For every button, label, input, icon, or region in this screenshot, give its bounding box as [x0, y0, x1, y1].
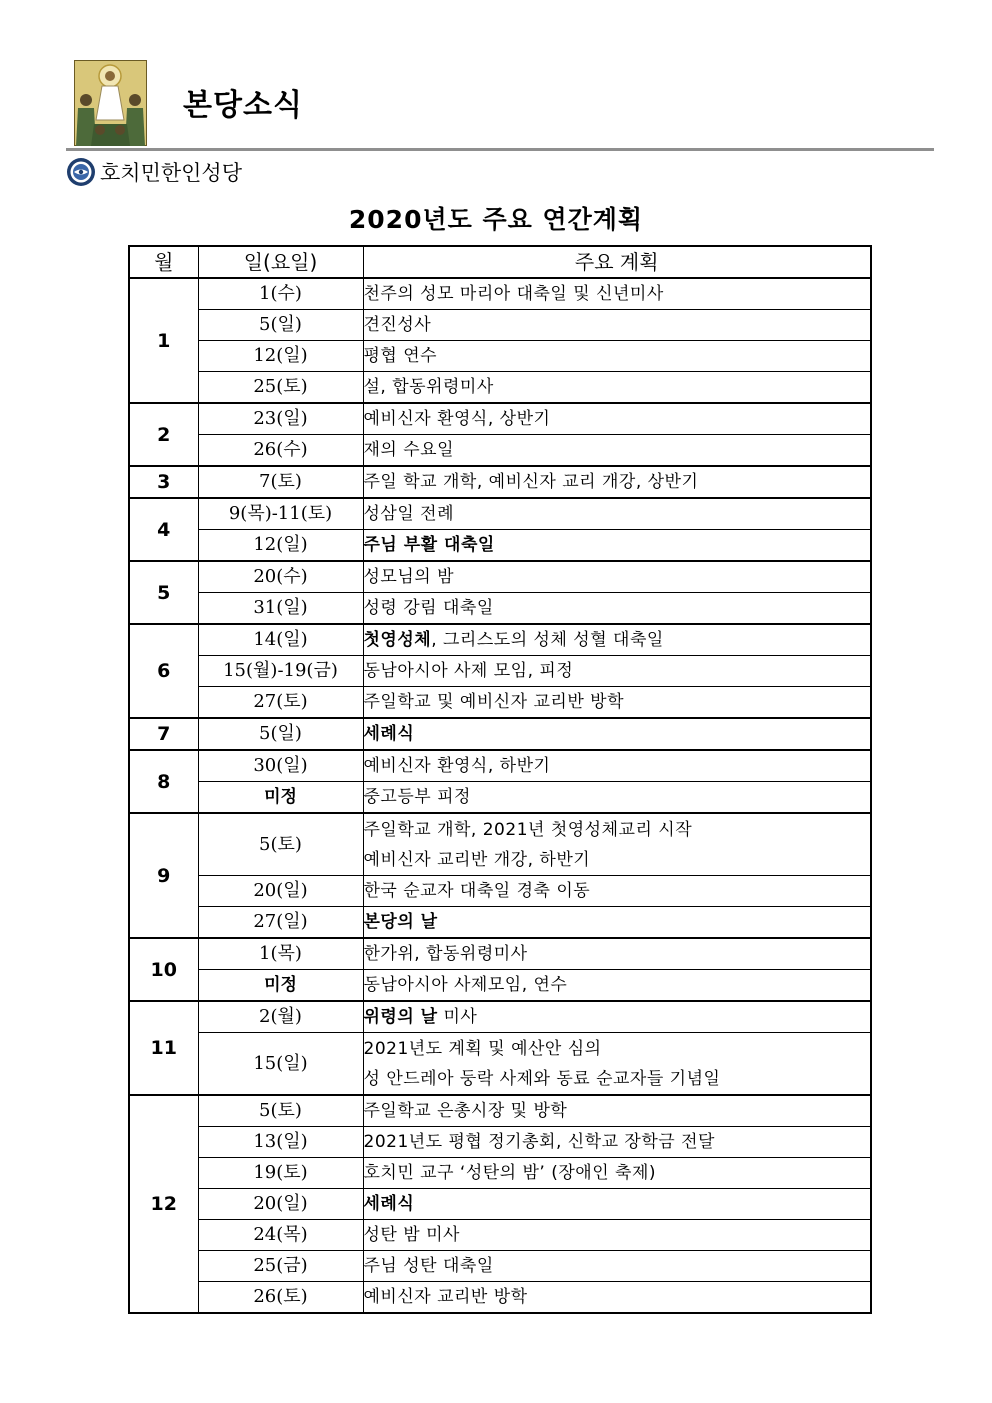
table-row — [129, 687, 871, 719]
month-cell: 1 — [129, 278, 198, 403]
month-cell: 3 — [129, 466, 198, 498]
event-cell — [363, 1001, 871, 1033]
event-cell: 견진성사 — [363, 310, 871, 341]
date-cell: 20(수) — [198, 561, 363, 593]
date-cell: 2(월) — [198, 1001, 363, 1033]
date-cell: 5(토) — [198, 813, 363, 876]
table-row — [129, 1251, 871, 1282]
date-cell: 20(일) — [198, 1189, 363, 1220]
table-row — [129, 278, 871, 310]
date-cell: 13(일) — [198, 1127, 363, 1158]
event-cell — [363, 530, 871, 562]
event-cell: 주일학교 은총시장 및 방학 — [363, 1095, 871, 1127]
table-row — [129, 435, 871, 467]
event-cell — [363, 907, 871, 939]
event-cell: 예비신자 환영식, 하반기 — [363, 750, 871, 782]
event-cell: 재의 수요일 — [363, 435, 871, 467]
document-title: 2020년도 주요 연간계획 — [348, 205, 644, 234]
date-cell: 25(토) — [198, 372, 363, 404]
table-row — [129, 372, 871, 404]
date-cell: 미정 — [198, 970, 363, 1002]
date-cell: 27(일) — [198, 907, 363, 939]
event-emphasis: 위령의 날 — [363, 1007, 438, 1027]
event-cell: 성모님의 밤 — [363, 561, 871, 593]
month-cell: 9 — [129, 813, 198, 938]
church-emblem-icon — [66, 157, 96, 187]
event-cell: 2021년도 평협 정기총회, 신학교 장학금 전달 — [363, 1127, 871, 1158]
date-cell: 14(일) — [198, 624, 363, 656]
month-cell: 4 — [129, 498, 198, 561]
date-cell: 15(일) — [198, 1033, 363, 1096]
table-row — [129, 466, 871, 498]
event-cell — [363, 624, 871, 656]
event-cell: 한가위, 합동위령미사 — [363, 938, 871, 970]
table-row — [129, 907, 871, 939]
column-header-month: 월 — [129, 246, 198, 278]
date-cell: 20(일) — [198, 876, 363, 907]
church-name: 호치민한인성당 — [100, 161, 243, 185]
event-emphasis: 첫영성체 — [363, 630, 432, 650]
event-cell: 예비신자 교리반 방학 — [363, 1282, 871, 1314]
date-cell: 27(토) — [198, 687, 363, 719]
date-cell: 23(일) — [198, 403, 363, 435]
table-row — [129, 1001, 871, 1033]
header-divider — [66, 148, 934, 151]
date-cell: 5(토) — [198, 1095, 363, 1127]
date-cell: 30(일) — [198, 750, 363, 782]
month-cell: 10 — [129, 938, 198, 1001]
event-cell — [363, 813, 871, 876]
event-cell: 동남아시아 사제모임, 연수 — [363, 970, 871, 1002]
table-row — [129, 341, 871, 372]
event-line: 예비신자 교리반 개강, 하반기 — [363, 849, 591, 870]
date-cell: 26(수) — [198, 435, 363, 467]
month-cell: 5 — [129, 561, 198, 624]
table-row — [129, 530, 871, 562]
event-cell: 평협 연수 — [363, 341, 871, 372]
table-row — [129, 782, 871, 814]
annual-plan-table — [128, 245, 872, 1314]
date-cell: 31(일) — [198, 593, 363, 625]
table-row — [129, 1095, 871, 1127]
event-cell: 한국 순교자 대축일 경축 이동 — [363, 876, 871, 907]
event-text: , 그리스도의 성체 성혈 대축일 — [431, 630, 664, 650]
table-row — [129, 561, 871, 593]
event-cell: 성탄 밤 미사 — [363, 1220, 871, 1251]
column-header-plan: 주요 계획 — [363, 246, 871, 278]
church-identity — [66, 156, 242, 188]
event-cell: 중고등부 피정 — [363, 782, 871, 814]
date-cell: 26(토) — [198, 1282, 363, 1314]
event-cell: 성삼일 전례 — [363, 498, 871, 530]
table-row — [129, 310, 871, 341]
event-line: 주일학교 개학, 2021년 첫영성체교리 시작 — [363, 819, 693, 840]
table-row — [129, 656, 871, 687]
table-row — [129, 750, 871, 782]
table-row — [129, 718, 871, 750]
event-cell — [363, 1189, 871, 1220]
table-row — [129, 1158, 871, 1189]
event-cell: 설, 합동위령미사 — [363, 372, 871, 404]
month-cell: 7 — [129, 718, 198, 750]
date-cell: 미정 — [198, 782, 363, 814]
date-cell: 1(목) — [198, 938, 363, 970]
date-cell: 5(일) — [198, 718, 363, 750]
table-header-row — [129, 246, 871, 278]
table-row — [129, 403, 871, 435]
date-cell: 9(목)-11(토) — [198, 498, 363, 530]
date-cell: 5(일) — [198, 310, 363, 341]
date-cell: 25(금) — [198, 1251, 363, 1282]
table-row — [129, 813, 871, 876]
event-line: 2021년도 계획 및 예산안 심의 — [363, 1038, 602, 1059]
event-text: 미사 — [437, 1007, 478, 1027]
date-cell: 15(월)-19(금) — [198, 656, 363, 687]
date-cell: 12(일) — [198, 530, 363, 562]
event-cell: 천주의 성모 마리아 대축일 및 신년미사 — [363, 278, 871, 310]
date-cell: 12(일) — [198, 341, 363, 372]
date-cell: 1(수) — [198, 278, 363, 310]
event-cell: 호치민 교구 ‘성탄의 밤’ (장애인 축제) — [363, 1158, 871, 1189]
date-cell: 19(토) — [198, 1158, 363, 1189]
month-cell: 8 — [129, 750, 198, 813]
table-row — [129, 1220, 871, 1251]
event-emphasis: 본당의 날 — [363, 912, 438, 932]
month-cell: 2 — [129, 403, 198, 466]
event-cell: 예비신자 환영식, 상반기 — [363, 403, 871, 435]
table-row — [129, 593, 871, 625]
table-row — [129, 1282, 871, 1314]
event-cell: 성령 강림 대축일 — [363, 593, 871, 625]
table-row — [129, 876, 871, 907]
month-cell: 6 — [129, 624, 198, 718]
event-cell — [363, 1033, 871, 1096]
table-row — [129, 938, 871, 970]
event-emphasis: 세례식 — [363, 1194, 415, 1214]
event-cell: 주일학교 및 예비신자 교리반 방학 — [363, 687, 871, 719]
event-line: 성 안드레아 둥락 사제와 동료 순교자들 기념일 — [363, 1068, 721, 1089]
date-cell: 24(목) — [198, 1220, 363, 1251]
event-cell — [363, 718, 871, 750]
month-cell: 11 — [129, 1001, 198, 1095]
table-row — [129, 1189, 871, 1220]
event-cell: 동남아시아 사제 모임, 피정 — [363, 656, 871, 687]
table-row — [129, 1033, 871, 1096]
event-emphasis: 세례식 — [363, 724, 415, 744]
event-cell: 주일 학교 개학, 예비신자 교리 개강, 상반기 — [363, 466, 871, 498]
table-row — [129, 970, 871, 1002]
table-row — [129, 624, 871, 656]
section-title: 본당소식 — [183, 88, 303, 123]
event-emphasis: 주님 부활 대축일 — [363, 535, 495, 555]
column-header-date: 일(요일) — [198, 246, 363, 278]
parish-logo-icon — [74, 60, 147, 146]
table-row — [129, 1127, 871, 1158]
table-row — [129, 498, 871, 530]
date-cell: 7(토) — [198, 466, 363, 498]
event-cell: 주님 성탄 대축일 — [363, 1251, 871, 1282]
month-cell: 12 — [129, 1095, 198, 1313]
